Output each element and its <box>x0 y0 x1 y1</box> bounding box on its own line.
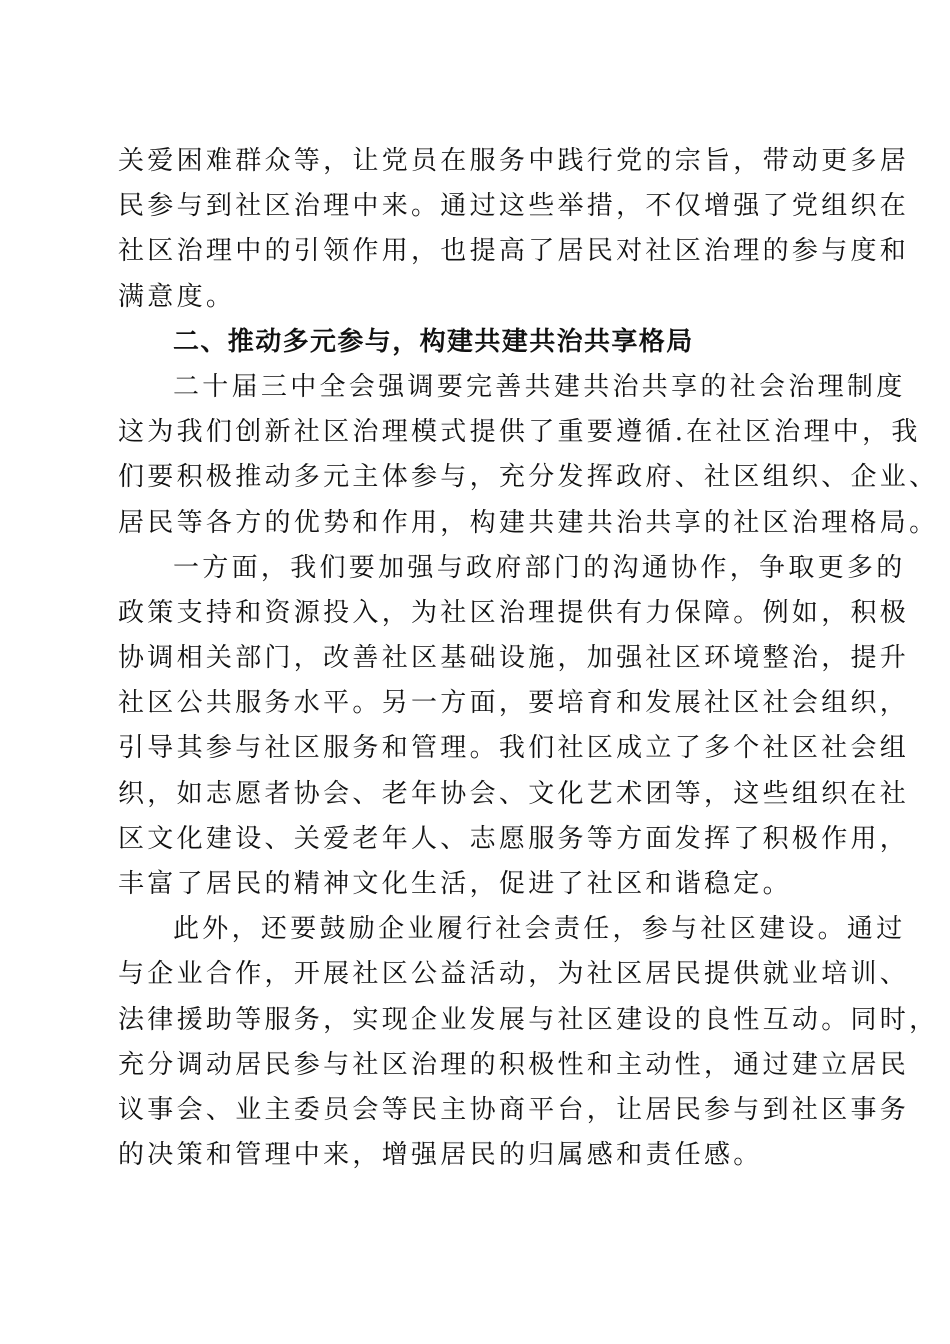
body-text-line: 引导其参与社区服务和管理。我们社区成立了多个社区社会组 <box>118 733 910 764</box>
body-text-line: 政策支持和资源投入，为社区治理提供有力保障。例如，积极 <box>118 597 910 628</box>
body-text-line: 社区公共服务水平。另一方面，要培育和发展社区社会组织， <box>118 688 910 719</box>
body-text-line: 一方面，我们要加强与政府部门的沟通协作，争取更多的 <box>173 552 906 583</box>
body-text-line: 居民等各方的优势和作用，构建共建共治共享的社区治理格局。 <box>118 507 939 538</box>
section-heading: 二、推动多元参与，构建共建共治共享格局 <box>173 326 694 357</box>
body-text-line: 与企业合作，开展社区公益活动，为社区居民提供就业培训、 <box>118 959 910 990</box>
body-text-line: 社区治理中的引领作用，也提高了居民对社区治理的参与度和 <box>118 236 910 267</box>
body-text-line: 法律援助等服务，实现企业发展与社区建设的良性互动。同时， <box>118 1004 939 1035</box>
body-text-line: 议事会、业主委员会等民主协商平台，让居民参与到社区事务 <box>118 1094 910 1125</box>
body-text-line: 的决策和管理中来，增强居民的归属感和责任感。 <box>118 1140 763 1171</box>
body-text-line: 协调相关部门，改善社区基础设施，加强社区环境整治，提升 <box>118 643 910 674</box>
body-text-line: 充分调动居民参与社区治理的积极性和主动性，通过建立居民 <box>118 1049 910 1080</box>
body-text-line: 这为我们创新社区治理模式提供了重要遵循.在社区治理中，我 <box>118 417 921 448</box>
body-text-line: 民参与到社区治理中来。通过这些举措，不仅增强了党组织在 <box>118 191 910 222</box>
body-text-line: 二十届三中全会强调要完善共建共治共享的社会治理制度 <box>173 371 906 402</box>
body-text-line: 区文化建设、关爱老年人、志愿服务等方面发挥了积极作用， <box>118 823 910 854</box>
body-text-line: 丰富了居民的精神文化生活，促进了社区和谐稳定。 <box>118 869 792 899</box>
document-body <box>118 139 939 1178</box>
body-text-line: 满意度。 <box>118 281 236 312</box>
body-text-line: 们要积极推动多元主体参与，充分发挥政府、社区组织、企业、 <box>118 462 939 493</box>
body-text-line: 此外，还要鼓励企业履行社会责任，参与社区建设。通过 <box>173 914 906 945</box>
body-text-line: 织，如志愿者协会、老年协会、文化艺术团等，这些组织在社 <box>118 778 910 809</box>
body-text-line: 关爱困难群众等，让党员在服务中践行党的宗旨，带动更多居 <box>118 146 910 176</box>
